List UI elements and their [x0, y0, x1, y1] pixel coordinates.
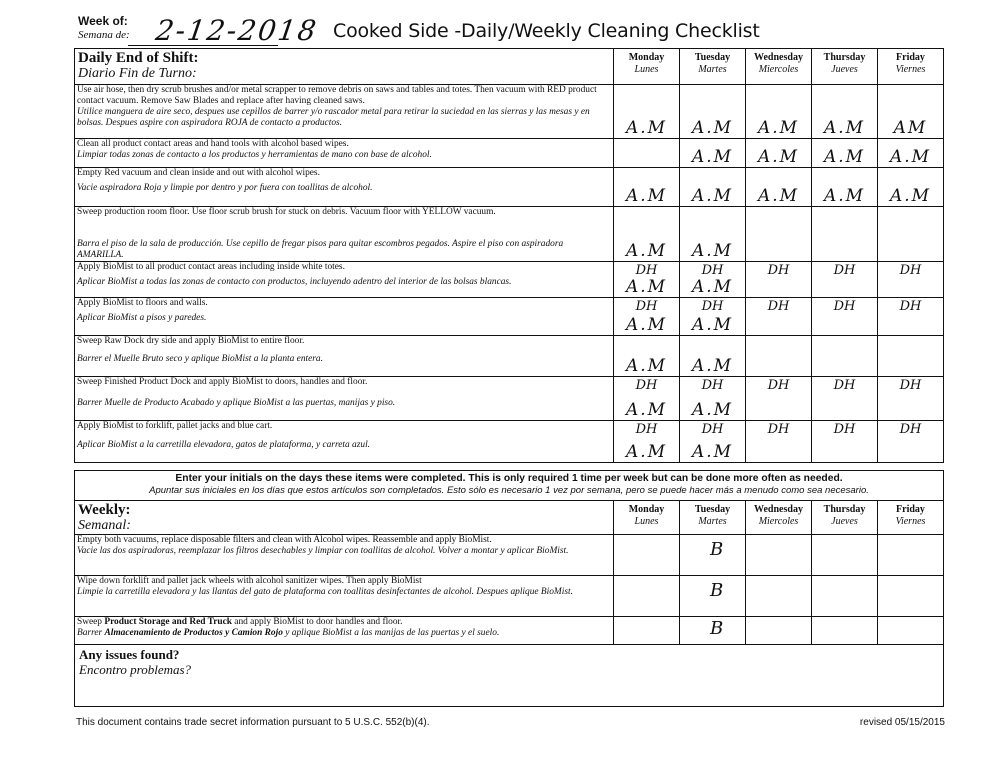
- weekly-mark-cell[interactable]: [812, 617, 878, 645]
- daily-task-row: [75, 421, 944, 463]
- task-es: Aplicar BioMist a pisos y paredes.: [77, 313, 207, 323]
- initials-top: DH: [767, 422, 790, 437]
- daily-mark-cell[interactable]: [614, 298, 680, 336]
- weekly-mark-cell[interactable]: [746, 535, 812, 576]
- initials-top: DH: [833, 299, 856, 314]
- task-en: Sweep Raw Dock dry side and apply BioMist to entire floor.: [77, 336, 305, 346]
- initials-top: DH: [833, 422, 856, 437]
- task-es: Utilice manguera de aire seco, despues use cepillos de barrer y/o rascador metal para retirar la suciedad en las sierras y las mesas y en bolsas. Despues aspire con aspiradora ROJA de contacto a productos.: [77, 107, 590, 128]
- weekly-mark-cell[interactable]: [746, 576, 812, 617]
- initials: [878, 576, 943, 580]
- initials-bottom: A.M: [889, 147, 932, 167]
- day-header-tuesday: [680, 49, 746, 85]
- initials-top: DH: [701, 299, 724, 314]
- daily-task-row: [75, 85, 944, 139]
- daily-mark-cell[interactable]: [746, 377, 812, 421]
- daily-mark-cell[interactable]: [680, 336, 746, 377]
- initials-bottom: A.M: [691, 442, 734, 462]
- day-es: Jueves: [831, 64, 858, 75]
- week-of-label: [78, 14, 130, 42]
- daily-mark-cell[interactable]: [614, 421, 680, 463]
- daily-mark-cell[interactable]: [746, 421, 812, 463]
- task-es: Barrer: [77, 628, 105, 638]
- initials-top: DH: [701, 263, 724, 278]
- initials-bottom: A.M: [625, 315, 668, 335]
- weekly-mark-cell[interactable]: [812, 535, 878, 576]
- task-en: and apply BioMist to door handles and floor.: [231, 617, 403, 627]
- weekly-mark-cell[interactable]: [878, 535, 944, 576]
- initials-top: DH: [899, 263, 922, 278]
- daily-mark-cell[interactable]: [812, 298, 878, 336]
- daily-mark-cell[interactable]: [812, 336, 878, 377]
- instructions-en: Enter your initials on the days these items were completed. This is only required 1 time per week but can be done more often as needed.: [175, 473, 843, 484]
- footer-disclaimer: This document contains trade secret information pursuant to 5 U.S.C. 552(b)(4).: [76, 717, 430, 728]
- weekly-mark-cell[interactable]: [614, 617, 680, 645]
- daily-task-cell: [75, 85, 614, 139]
- daily-mark-cell[interactable]: [878, 139, 944, 168]
- initials: [812, 576, 877, 580]
- day-es: Martes: [698, 516, 727, 527]
- issues-table: [74, 644, 944, 707]
- weekly-task-cell: [75, 535, 614, 576]
- daily-mark-cell[interactable]: [746, 139, 812, 168]
- initials-bottom: A.M: [625, 241, 668, 261]
- weekly-task-row: [75, 617, 944, 645]
- daily-task-cell: [75, 168, 614, 207]
- daily-mark-cell[interactable]: [746, 336, 812, 377]
- daily-mark-cell[interactable]: [680, 421, 746, 463]
- task-en: Sweep: [77, 617, 105, 627]
- initials-bottom: A.M: [625, 277, 668, 297]
- day-es: Lunes: [634, 516, 659, 527]
- initials: [812, 617, 877, 618]
- task-es: Barrer Muelle de Producto Acabado y aplique BioMist a las puertas, manijas y piso.: [77, 398, 396, 408]
- daily-mark-cell[interactable]: [878, 298, 944, 336]
- daily-task-cell: [75, 207, 614, 262]
- initials-bottom: A.M: [823, 186, 866, 206]
- daily-mark-cell[interactable]: [812, 207, 878, 262]
- day-header-friday: [878, 49, 944, 85]
- weekly-title-es: Semanal:: [78, 518, 131, 533]
- weekly-header-row: [75, 501, 944, 535]
- daily-mark-cell[interactable]: [746, 85, 812, 139]
- weekly-title-cell: [75, 501, 614, 535]
- daily-task-row: [75, 377, 944, 421]
- initials-bottom: A.M: [757, 186, 800, 206]
- daily-mark-cell[interactable]: [614, 85, 680, 139]
- day-es: Viernes: [895, 64, 926, 75]
- initials-bottom: A.M: [823, 118, 866, 138]
- initials-top: DH: [899, 422, 922, 437]
- weekly-mark-cell[interactable]: [746, 617, 812, 645]
- day-header-monday: [614, 49, 680, 85]
- weekly-mark-cell[interactable]: [680, 617, 746, 645]
- daily-task-row: [75, 207, 944, 262]
- week-date-underline: [128, 45, 278, 46]
- issues-title: Any issues found?: [79, 647, 180, 662]
- task-en: Clean all product contact areas and hand tools with alcohol based wipes.: [77, 139, 349, 149]
- daily-mark-cell[interactable]: [812, 85, 878, 139]
- initials: [614, 535, 679, 539]
- task-es-bold: Almacenamiento de Productos y Camion Rojo: [104, 628, 283, 638]
- daily-mark-cell[interactable]: [614, 377, 680, 421]
- task-es: Vacie las dos aspiradoras, reemplazar los filtros desechables y limpiar con toallitas de alcohol. Volver a montar y aplicar BioMist.: [77, 546, 569, 556]
- task-en: Empty both vacuums, replace disposable filters and clean with Alcohol wipes. Reassemble and apply BioMist.: [77, 535, 492, 545]
- daily-mark-cell[interactable]: [614, 336, 680, 377]
- daily-mark-cell[interactable]: [614, 168, 680, 207]
- day-en: Friday: [896, 504, 925, 515]
- task-en: Apply BioMist to all product contact areas including inside white totes.: [77, 262, 345, 272]
- day-en: Tuesday: [694, 52, 731, 63]
- initials-bottom: A.M: [691, 118, 734, 138]
- daily-task-cell: [75, 377, 614, 421]
- day-header-thursday: [812, 49, 878, 85]
- daily-mark-cell[interactable]: [812, 262, 878, 298]
- daily-task-row: [75, 298, 944, 336]
- initials-bottom: A.M: [625, 118, 668, 138]
- initials-top: DH: [635, 263, 658, 278]
- task-es: Vacie aspiradora Roja y limpie por dentro y por fuera con toallitas de alcohol.: [77, 183, 373, 193]
- daily-mark-cell[interactable]: [614, 207, 680, 262]
- weekly-mark-cell[interactable]: [878, 576, 944, 617]
- issues-cell[interactable]: [75, 645, 944, 707]
- weekly-day-monday: [614, 501, 680, 535]
- daily-tasks-table: [74, 84, 944, 463]
- initials-bottom: A.M: [625, 400, 668, 420]
- initials-bottom: A.M: [691, 186, 734, 206]
- initials-bottom: A.M: [691, 147, 734, 167]
- daily-mark-cell[interactable]: [680, 377, 746, 421]
- week-date: 2-12-2018: [153, 14, 320, 47]
- task-en: Apply BioMist to forklift, pallet jacks and blue cart.: [77, 421, 273, 431]
- initials-top: DH: [833, 263, 856, 278]
- daily-task-cell: [75, 298, 614, 336]
- initials-top: DH: [899, 378, 922, 393]
- initials-bottom: A.M: [757, 147, 800, 167]
- initials-top: DH: [767, 299, 790, 314]
- daily-mark-cell[interactable]: [680, 139, 746, 168]
- initials: [746, 576, 811, 580]
- initials-top: DH: [833, 378, 856, 393]
- daily-task-row: [75, 336, 944, 377]
- weekly-task-cell: [75, 576, 614, 617]
- daily-mark-cell[interactable]: [614, 262, 680, 298]
- initials: B: [710, 618, 724, 639]
- daily-task-row: [75, 262, 944, 298]
- weekly-mark-cell[interactable]: [614, 535, 680, 576]
- day-en: Thursday: [823, 52, 866, 63]
- instructions-table: [74, 470, 944, 501]
- day-es: Miercoles: [758, 516, 799, 527]
- day-es: Martes: [698, 64, 727, 75]
- week-label-en: Week of:: [78, 14, 128, 28]
- initials-bottom: A.M: [625, 356, 668, 376]
- task-es: Barra el piso de la sala de producción. Use cepillo de fregar pisos para quitar escombros pegados. Aspire el piso con aspiradora AMARILLA.: [77, 239, 564, 260]
- issues-title-es: Encontro problemas?: [79, 662, 192, 677]
- page-title: Cooked Side -Daily/Weekly Cleaning Checklist: [333, 20, 760, 42]
- initials-top: DH: [635, 299, 658, 314]
- task-en: Use air hose, then dry scrub brushes and/or metal scrapper to remove debris on saws and tables and totes. Then vacuum with RED product contact vacuum. Remove Saw Blades and replace after having cleaned saws.: [77, 85, 597, 106]
- initials-top: DH: [899, 299, 922, 314]
- daily-mark-cell[interactable]: [878, 336, 944, 377]
- task-en: Sweep Finished Product Dock and apply BioMist to doors, handles and floor.: [77, 377, 368, 387]
- weekly-mark-cell[interactable]: [812, 576, 878, 617]
- daily-task-row: [75, 168, 944, 207]
- week-label-es: Semana de:: [78, 29, 130, 41]
- initials-bottom: A.M: [691, 400, 734, 420]
- day-es: Lunes: [634, 64, 659, 75]
- daily-mark-cell[interactable]: [878, 85, 944, 139]
- weekly-task-row: [75, 535, 944, 576]
- day-es: Viernes: [895, 516, 926, 527]
- day-en: Monday: [628, 52, 665, 63]
- daily-title: Daily End of Shift:: [78, 50, 199, 66]
- daily-checklist-table: [74, 48, 944, 85]
- daily-header-row: [75, 49, 944, 85]
- day-header-wednesday: [746, 49, 812, 85]
- initials: [746, 535, 811, 539]
- daily-mark-cell[interactable]: [746, 298, 812, 336]
- task-es: Limpie la carretilla elevadora y las llantas del gato de plataforma con toallitas desinfectantes de alcohol. Despues aplique BioMist.: [77, 587, 573, 597]
- task-en: Sweep production room floor. Use floor scrub brush for stuck on debris. Vacuum floor with YELLOW vacuum.: [77, 207, 496, 217]
- initials-bottom: A.M: [691, 241, 734, 261]
- daily-mark-cell[interactable]: [680, 298, 746, 336]
- initials: [614, 576, 679, 580]
- weekly-mark-cell[interactable]: [614, 576, 680, 617]
- day-en: Thursday: [823, 504, 866, 515]
- initials-bottom: AM: [893, 118, 928, 138]
- initials-bottom: A.M: [625, 186, 668, 206]
- daily-mark-cell[interactable]: [680, 207, 746, 262]
- initials: [746, 617, 811, 618]
- daily-title-cell: [75, 49, 614, 85]
- task-es: Barrer el Muelle Bruto seco y aplique BioMist a la planta entera.: [77, 354, 323, 364]
- day-en: Wednesday: [754, 52, 803, 63]
- daily-mark-cell[interactable]: [878, 377, 944, 421]
- initials-top: DH: [767, 378, 790, 393]
- day-en: Monday: [628, 504, 665, 515]
- daily-task-cell: [75, 336, 614, 377]
- daily-task-row: [75, 139, 944, 168]
- initials-bottom: A.M: [889, 186, 932, 206]
- weekly-day-friday: [878, 501, 944, 535]
- daily-mark-cell[interactable]: [878, 421, 944, 463]
- daily-mark-cell[interactable]: [878, 262, 944, 298]
- weekly-checklist-table: [74, 500, 944, 645]
- task-en-bold: Product Storage and Red Truck: [104, 617, 232, 627]
- day-en: Wednesday: [754, 504, 803, 515]
- daily-mark-cell[interactable]: [614, 139, 680, 168]
- initials-bottom: A.M: [757, 118, 800, 138]
- initials: [878, 535, 943, 539]
- weekly-day-thursday: [812, 501, 878, 535]
- initials: B: [710, 539, 724, 560]
- footer-revision: revised 05/15/2015: [859, 717, 945, 728]
- weekly-task-row: [75, 576, 944, 617]
- initials-top: DH: [635, 422, 658, 437]
- daily-mark-cell[interactable]: [746, 207, 812, 262]
- task-es: Aplicar BioMist a la carretilla elevadora, gatos de plataforma, y carreta azul.: [77, 440, 371, 450]
- daily-task-cell: [75, 139, 614, 168]
- daily-mark-cell[interactable]: [878, 168, 944, 207]
- instructions-cell: [75, 471, 944, 501]
- initials-top: DH: [635, 378, 658, 393]
- initials: B: [710, 580, 724, 601]
- daily-task-cell: [75, 421, 614, 463]
- initials: [614, 617, 679, 618]
- initials-bottom: A.M: [691, 356, 734, 376]
- daily-mark-cell[interactable]: [812, 421, 878, 463]
- daily-mark-cell[interactable]: [680, 262, 746, 298]
- daily-mark-cell[interactable]: [812, 377, 878, 421]
- weekly-task-cell: [75, 617, 614, 645]
- daily-mark-cell[interactable]: [812, 139, 878, 168]
- daily-task-cell: [75, 262, 614, 298]
- daily-mark-cell[interactable]: [812, 168, 878, 207]
- task-es: Limpiar todas zonas de contacto a los productos y herramientas de mano con base de alcohol.: [77, 150, 432, 160]
- daily-mark-cell[interactable]: [878, 207, 944, 262]
- initials-bottom: A.M: [691, 315, 734, 335]
- initials: [812, 535, 877, 539]
- day-en: Friday: [896, 52, 925, 63]
- weekly-mark-cell[interactable]: [680, 535, 746, 576]
- initials-top: DH: [701, 378, 724, 393]
- initials-top: DH: [701, 422, 724, 437]
- weekly-title: Weekly:: [78, 502, 131, 518]
- task-en: Wipe down forklift and pallet jack wheels with alcohol sanitizer wipes. Then apply BioMist: [77, 576, 422, 586]
- daily-mark-cell[interactable]: [746, 168, 812, 207]
- initials-top: DH: [767, 263, 790, 278]
- task-en: Empty Red vacuum and clean inside and out with alcohol wipes.: [77, 168, 320, 178]
- task-en: Apply BioMist to floors and walls.: [77, 298, 208, 308]
- daily-title-es: Diario Fin de Turno:: [78, 66, 197, 81]
- weekly-day-tuesday: [680, 501, 746, 535]
- weekly-mark-cell[interactable]: [878, 617, 944, 645]
- initials: [878, 617, 943, 618]
- weekly-mark-cell[interactable]: [680, 576, 746, 617]
- daily-mark-cell[interactable]: [746, 262, 812, 298]
- weekly-day-wednesday: [746, 501, 812, 535]
- initials-bottom: A.M: [823, 147, 866, 167]
- day-es: Miercoles: [758, 64, 799, 75]
- daily-mark-cell[interactable]: [680, 168, 746, 207]
- day-en: Tuesday: [694, 504, 731, 515]
- task-es: y aplique BioMist a las manijas de las puertas y el suelo.: [282, 628, 500, 638]
- day-es: Jueves: [831, 516, 858, 527]
- initials-bottom: A.M: [691, 277, 734, 297]
- instructions-es: Apuntar sus iniciales en los días que estos artículos son completados. Esto sólo es necesario 1 vez por semana, pero se puede hacer más a menudo como sea necesario.: [149, 485, 869, 496]
- task-es: Aplicar BioMist a todas las zonas de contacto con productos, incluyendo adentro del interior de las bolsas blancas.: [77, 277, 512, 287]
- initials-bottom: A.M: [625, 442, 668, 462]
- daily-mark-cell[interactable]: [680, 85, 746, 139]
